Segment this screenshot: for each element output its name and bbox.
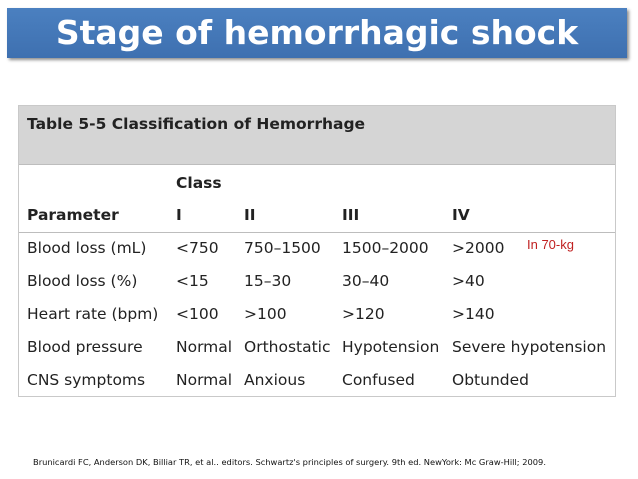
row-parameter: Heart rate (bpm)	[27, 305, 159, 323]
parameter-header: Parameter	[27, 206, 119, 224]
row-value-class-iii: Hypotension	[342, 338, 440, 356]
row-parameter: CNS symptoms	[27, 371, 146, 389]
row-value-class-i: <100	[176, 305, 219, 323]
row-value-class-ii: Orthostatic	[244, 338, 331, 356]
row-value-class-iv: Severe hypotension	[452, 338, 607, 356]
row-parameter: Blood loss (%)	[27, 272, 138, 290]
row-parameter: Blood pressure	[27, 338, 143, 356]
row-value-class-ii: >100	[244, 305, 287, 323]
table-caption: Table 5-5 Classification of Hemorrhage	[27, 115, 366, 133]
class-i-header: I	[176, 206, 182, 224]
row-value-class-iii: 1500–2000	[342, 239, 429, 257]
row-value-class-ii: 15–30	[244, 272, 292, 290]
class-iv-header: IV	[452, 206, 470, 224]
row-value-class-i: <750	[176, 239, 219, 257]
weight-annotation: In 70-kg	[527, 237, 574, 252]
row-value-class-iii: Confused	[342, 371, 415, 389]
row-value-class-ii: 750–1500	[244, 239, 321, 257]
class-ii-header: II	[244, 206, 256, 224]
row-value-class-iv: Obtunded	[452, 371, 529, 389]
slide-title: Stage of hemorrhagic shock	[7, 8, 627, 58]
row-parameter: Blood loss (mL)	[27, 239, 147, 257]
row-value-class-i: Normal	[176, 338, 233, 356]
table-caption-bar	[19, 106, 615, 165]
row-value-class-iii: 30–40	[342, 272, 390, 290]
class-iii-header: III	[342, 206, 360, 224]
row-value-class-iv: >140	[452, 305, 495, 323]
row-value-class-iv: >2000	[452, 239, 505, 257]
header-divider	[19, 232, 615, 233]
row-value-class-i: Normal	[176, 371, 233, 389]
row-value-class-iv: >40	[452, 272, 485, 290]
class-header: Class	[176, 174, 222, 192]
row-value-class-ii: Anxious	[244, 371, 306, 389]
row-value-class-iii: >120	[342, 305, 385, 323]
citation: Brunicardi FC, Anderson DK, Billiar TR, et al.. editors. Schwartz's principles of surgery. 9th ed. NewYork: Mc Graw-Hill; 2009.	[33, 457, 546, 467]
row-value-class-i: <15	[176, 272, 209, 290]
